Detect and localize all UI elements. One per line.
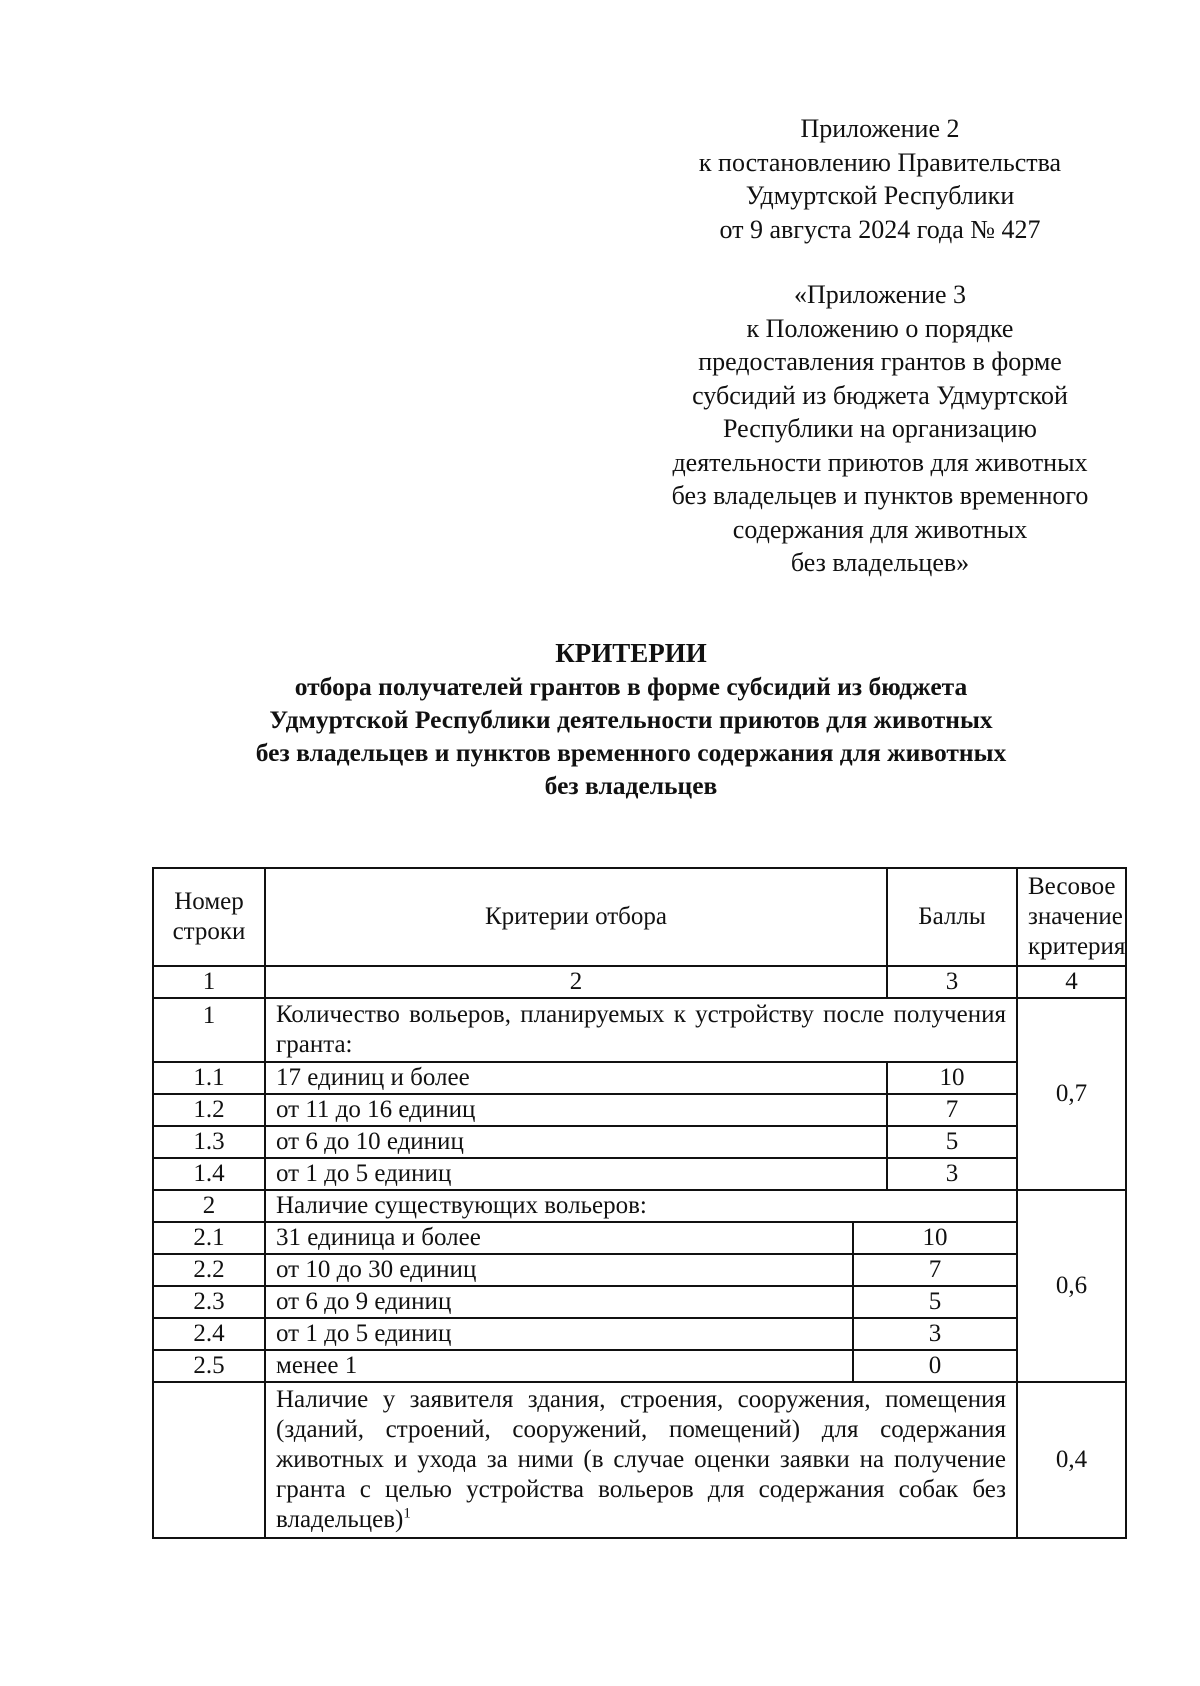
points-value: 3 [887,1158,1017,1190]
criteria-text: Количество вольеров, планируемых к устройству после получения гранта: [265,998,1017,1062]
table-row [153,1062,1126,1094]
spacer [630,246,1130,278]
header-points: Баллы [887,868,1017,966]
criteria-text: 17 единиц и более [265,1062,887,1094]
row-number: 2.1 [153,1222,265,1254]
inner-appendix-line: Республики на организацию [723,414,1037,443]
table-row [153,1382,1126,1538]
criteria-cell [265,1382,1017,1538]
inner-appendix-line: субсидий из бюджета Удмуртской [692,380,1068,410]
points-value: 7 [887,1094,1017,1126]
row-number [153,1382,265,1538]
table-header-row [153,868,1126,966]
column-number: 2 [265,966,887,998]
table-row [153,1094,1126,1126]
table-row [153,1318,1126,1350]
criteria-text: от 1 до 5 единиц [265,1158,887,1190]
column-number: 4 [1017,966,1126,998]
criteria-text: 31 единица и более [265,1222,853,1254]
table-row [153,1158,1126,1190]
header-row-number: Номер строки [153,868,265,966]
inner-appendix-line: деятельности приютов для животных [672,447,1088,477]
title-line: отбора получателей грантов в форме субсидий из бюджета [294,672,968,701]
weight-value: 0,4 [1017,1382,1126,1538]
row-number: 1 [153,998,265,1062]
column-number: 1 [153,966,265,998]
row-number: 2.3 [153,1286,265,1318]
header-criteria: Критерии отбора [265,868,887,966]
criteria-text: менее 1 [265,1350,853,1382]
column-number-row [153,966,1126,998]
table-row [153,1286,1126,1318]
criteria-text: от 1 до 5 единиц [265,1318,853,1350]
points-value: 5 [853,1286,1017,1318]
criteria-text: Наличие у заявителя здания, строения, сооружения, помещения (зданий, строений, сооружений, помещений) для содержания животных и ухода за ними (в случае оценки заявки на получение гранта с целью устройства вольеров для содержания собак без владельцев) [276,1386,1006,1533]
row-number: 2.4 [153,1318,265,1350]
row-number: 2.5 [153,1350,265,1382]
appendix-header [630,112,1130,580]
points-value: 3 [853,1318,1017,1350]
inner-appendix-line: «Приложение 3 [793,280,967,309]
weight-value: 0,7 [1017,998,1126,1190]
row-number: 2.2 [153,1254,265,1286]
appendix-line: от 9 августа 2024 года № 427 [719,214,1041,244]
inner-appendix-line: содержания для животных [732,514,1028,544]
row-number: 1.3 [153,1126,265,1158]
criteria-text: от 6 до 9 единиц [265,1286,853,1318]
points-value: 7 [853,1254,1017,1286]
table-row [153,1222,1126,1254]
appendix-line: Приложение 2 [800,114,960,143]
points-value: 10 [887,1062,1017,1094]
weight-value: 0,6 [1017,1190,1126,1382]
row-number: 1.1 [153,1062,265,1094]
title-line: без владельцев [544,771,718,800]
criteria-text: от 11 до 16 единиц [265,1094,887,1126]
title-line: без владельцев и пунктов временного содержания для животных [255,738,1007,767]
inner-appendix-line: предоставления грантов в форме [698,347,1062,376]
footnote-marker: 1 [403,1505,411,1522]
inner-appendix-line: к Положению о порядке [746,313,1014,343]
criteria-text: Наличие существующих вольеров: [265,1190,1017,1222]
document-title [150,637,1112,802]
criteria-text: от 6 до 10 единиц [265,1126,887,1158]
table-row [153,1254,1126,1286]
criteria-text: от 10 до 30 единиц [265,1254,853,1286]
inner-appendix-line: без владельцев» [790,548,970,577]
table-row [153,1190,1126,1222]
table-row [153,1350,1126,1382]
appendix-line: Удмуртской Республики [745,181,1015,210]
row-number: 1.4 [153,1158,265,1190]
inner-appendix-line: без владельцев и пунктов временного [671,481,1089,510]
title-line: Удмуртской Республики деятельности приютов для животных [269,705,993,734]
header-weight: Весовое значение критерия [1017,868,1126,966]
row-number: 2 [153,1190,265,1222]
points-value: 10 [853,1222,1017,1254]
criteria-table [152,867,1127,1539]
appendix-line: к постановлению Правительства [698,147,1062,177]
table-row [153,998,1126,1062]
points-value: 5 [887,1126,1017,1158]
points-value: 0 [853,1350,1017,1382]
title-main: КРИТЕРИИ [555,638,707,668]
table-row [153,1126,1126,1158]
row-number: 1.2 [153,1094,265,1126]
column-number: 3 [887,966,1017,998]
